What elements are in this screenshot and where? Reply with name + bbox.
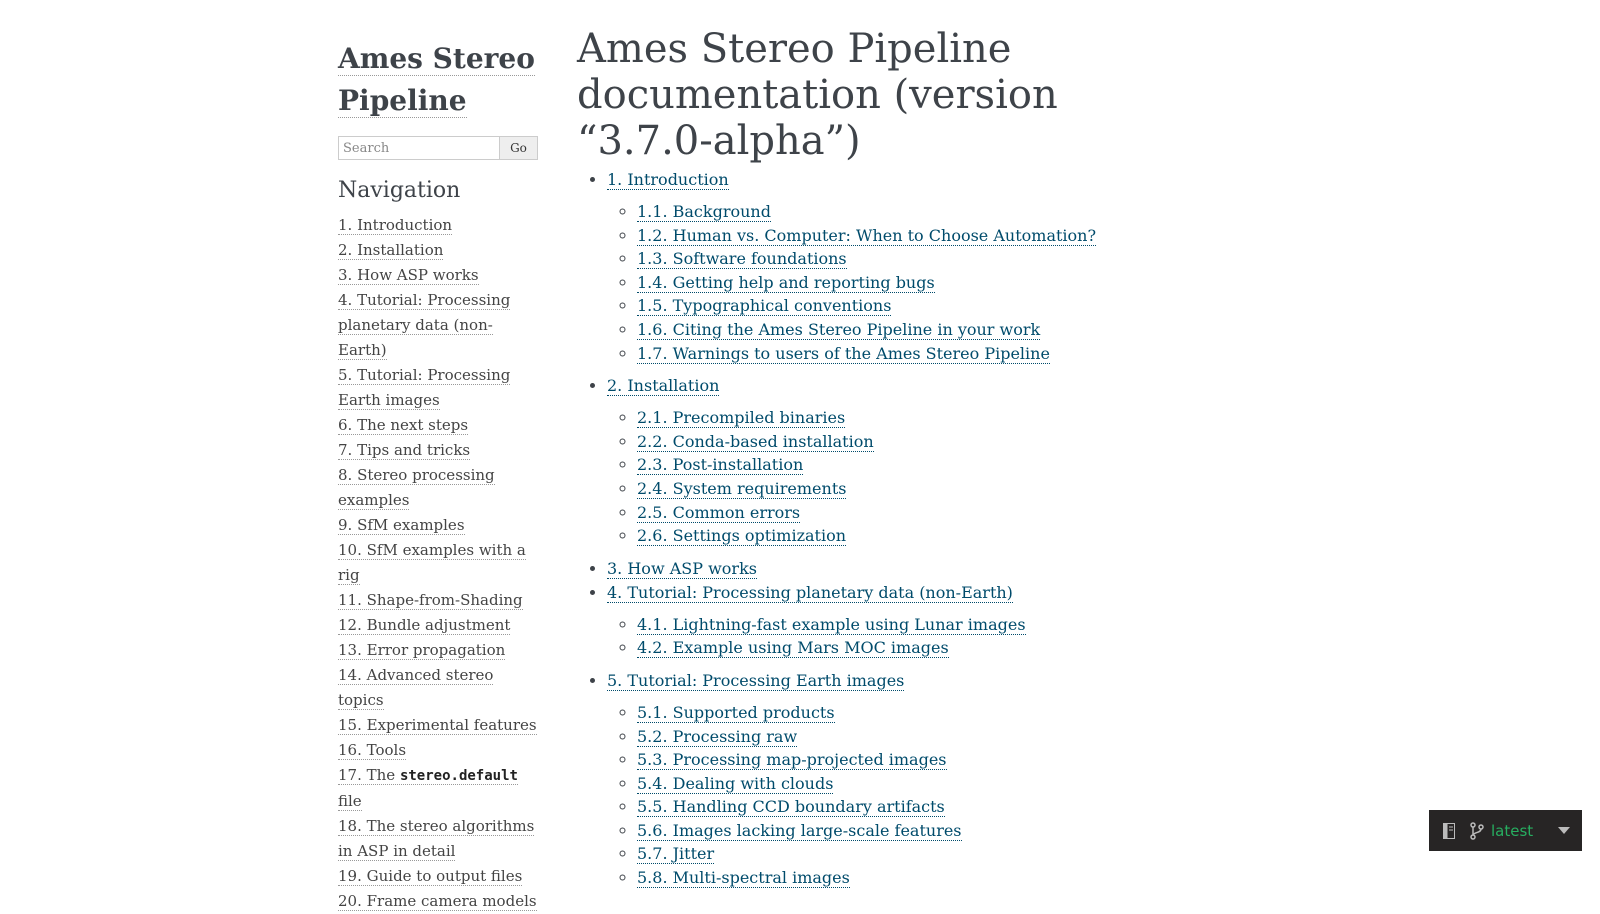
toc-subsection-link[interactable]: 5.6. Images lacking large-scale features <box>637 820 962 840</box>
main-content <box>577 26 1177 899</box>
go-button[interactable]: Go <box>499 136 538 160</box>
toc-subsection-link[interactable]: 5.7. Jitter <box>637 844 715 864</box>
toc-subsection <box>637 701 1177 725</box>
toc-subsection-link[interactable]: 1.1. Background <box>637 202 771 221</box>
toc-subsection-link[interactable]: 1.5. Typographical conventions <box>637 296 892 316</box>
toc-subsection-link[interactable]: 2.1. Precompiled binaries <box>637 408 846 428</box>
nav-item <box>338 438 538 463</box>
toc-subsection <box>637 271 1177 295</box>
toc-subsection-link[interactable]: 5.4. Dealing with clouds <box>637 773 834 793</box>
navigation-list <box>338 213 538 914</box>
nav-link-prefix: 17. The <box>338 766 400 784</box>
toc-section <box>607 374 1177 548</box>
sidebar <box>338 38 538 914</box>
toc-subsection-link[interactable]: 2.5. Common errors <box>637 502 801 522</box>
toc-subsection <box>637 406 1177 430</box>
nav-link[interactable]: 15. Experimental features <box>338 716 537 734</box>
search-form <box>338 136 538 160</box>
site-title-line2[interactable]: Pipeline <box>338 84 467 117</box>
toc-subsection <box>637 342 1177 366</box>
nav-link[interactable]: 8. Stereo processing examples <box>338 466 495 509</box>
toc-subsection <box>637 524 1177 548</box>
nav-item <box>338 663 538 713</box>
toc-section-link[interactable]: 2. Installation <box>607 376 720 396</box>
nav-item <box>338 538 538 588</box>
book-icon <box>1443 823 1455 839</box>
nav-item <box>338 638 538 663</box>
nav-item <box>338 889 538 914</box>
toc-subsection <box>637 613 1177 637</box>
version-label: latest <box>1491 821 1534 840</box>
nav-item <box>338 238 538 263</box>
toc-subsection <box>637 866 1177 890</box>
nav-link[interactable]: 19. Guide to output files <box>338 867 523 885</box>
nav-link[interactable]: 13. Error propagation <box>338 641 506 659</box>
nav-link[interactable]: 9. SfM examples <box>338 516 465 534</box>
site-title[interactable] <box>338 38 538 122</box>
toc-subsection-link[interactable]: 1.3. Software foundations <box>637 249 847 269</box>
git-branch-icon <box>1469 822 1485 840</box>
nav-link[interactable]: 16. Tools <box>338 741 407 759</box>
toc-section <box>607 581 1177 660</box>
toc-subsection-link[interactable]: 1.4. Getting help and reporting bugs <box>637 272 935 292</box>
toc-subsection-link[interactable]: 2.2. Conda-based installation <box>637 431 874 451</box>
toc-subsection-link[interactable]: 5.8. Multi-spectral images <box>637 868 850 888</box>
version-switcher[interactable] <box>1429 810 1582 851</box>
toc-section-link[interactable]: 4. Tutorial: Processing planetary data (non-Earth) <box>607 582 1013 602</box>
toc-subsection-link[interactable]: 5.2. Processing raw <box>637 726 798 746</box>
toc-subsection-link[interactable]: 2.4. System requirements <box>637 478 847 498</box>
nav-link[interactable]: 3. How ASP works <box>338 266 479 284</box>
toc-subsection <box>637 247 1177 271</box>
nav-link[interactable]: 7. Tips and tricks <box>338 441 471 459</box>
toc-subsection <box>637 453 1177 477</box>
toc-subsection-list <box>607 406 1177 548</box>
nav-link[interactable]: 4. Tutorial: Processing planetary data (non-Earth) <box>338 291 511 359</box>
toc-subsection-link[interactable]: 2.6. Settings optimization <box>637 526 847 546</box>
toc-subsection <box>637 795 1177 819</box>
toc-subsection <box>637 430 1177 454</box>
toc-subsection <box>637 200 1177 224</box>
nav-link[interactable]: 14. Advanced stereo topics <box>338 666 494 709</box>
toc-subsection-list <box>607 701 1177 890</box>
nav-link[interactable]: 1. Introduction <box>338 216 453 234</box>
toc-section-link[interactable]: 1. Introduction <box>607 170 729 189</box>
toc-subsection-link[interactable]: 2.3. Post-installation <box>637 455 804 475</box>
toc-subsection <box>637 636 1177 660</box>
toc-section-link[interactable]: 5. Tutorial: Processing Earth images <box>607 670 905 690</box>
nav-item <box>338 413 538 438</box>
search-input[interactable] <box>338 136 499 160</box>
toc-subsection <box>637 748 1177 772</box>
toc-section <box>607 669 1177 890</box>
chevron-down-icon <box>1558 827 1570 834</box>
nav-item <box>338 738 538 763</box>
toc-section-link[interactable]: 3. How ASP works <box>607 558 757 578</box>
toc-subsection <box>637 819 1177 843</box>
navigation-heading: Navigation <box>338 178 461 203</box>
toc-subsection-link[interactable]: 5.3. Processing map-projected images <box>637 750 947 770</box>
toc-section <box>607 557 1177 581</box>
nav-item <box>338 263 538 288</box>
nav-item <box>338 363 538 413</box>
nav-link[interactable]: 18. The stereo algorithms in ASP in detail <box>338 817 535 860</box>
nav-item <box>338 288 538 363</box>
toc-subsection-link[interactable]: 5.5. Handling CCD boundary artifacts <box>637 797 945 817</box>
toc-subsection <box>637 725 1177 749</box>
toc-subsection <box>637 477 1177 501</box>
toc-subsection-list <box>607 613 1177 660</box>
toc-subsection <box>637 318 1177 342</box>
toc-subsection <box>637 842 1177 866</box>
nav-item <box>338 713 538 738</box>
nav-item <box>338 513 538 538</box>
toc-subsection <box>637 294 1177 318</box>
toc-section <box>607 168 1177 365</box>
nav-item <box>338 864 538 889</box>
toc-subsection-link[interactable]: 1.6. Citing the Ames Stereo Pipeline in your work <box>637 319 1041 339</box>
nav-link[interactable]: 20. Frame camera models <box>338 892 537 910</box>
toc-subsection-link[interactable]: 5.1. Supported products <box>637 702 835 722</box>
toc-subsection <box>637 772 1177 796</box>
nav-item <box>338 763 538 814</box>
nav-item <box>338 213 538 238</box>
toc-subsection <box>637 224 1177 248</box>
nav-link-stereo-default[interactable] <box>338 766 518 811</box>
table-of-contents <box>577 168 1177 890</box>
nav-item <box>338 588 538 613</box>
nav-item <box>338 463 538 513</box>
nav-item <box>338 613 538 638</box>
toc-subsection-list <box>607 200 1177 365</box>
nav-link[interactable]: 2. Installation <box>338 241 444 259</box>
nav-link-code: stereo.default <box>399 768 518 784</box>
toc-subsection <box>637 501 1177 525</box>
nav-link[interactable]: 6. The next steps <box>338 416 469 434</box>
toc-subsection-link[interactable]: 1.2. Human vs. Computer: When to Choose Automation? <box>637 225 1097 245</box>
toc-subsection-link[interactable]: 1.7. Warnings to users of the Ames Stereo Pipeline <box>637 343 1050 363</box>
nav-link[interactable]: 5. Tutorial: Processing Earth images <box>338 366 511 409</box>
toc-subsection-link[interactable]: 4.2. Example using Mars MOC images <box>637 638 949 658</box>
nav-item <box>338 814 538 864</box>
nav-link[interactable]: 12. Bundle adjustment <box>338 616 511 634</box>
site-title-line1[interactable]: Ames Stereo <box>338 42 535 75</box>
nav-link[interactable]: 10. SfM examples with a rig <box>338 541 526 584</box>
toc-subsection-link[interactable]: 4.1. Lightning-fast example using Lunar images <box>637 614 1026 634</box>
page-title: Ames Stereo Pipeline documentation (version “3.7.0-alpha”) <box>577 26 1058 164</box>
nav-link-suffix: file <box>338 792 362 810</box>
nav-link[interactable]: 11. Shape-from-Shading <box>338 591 523 609</box>
